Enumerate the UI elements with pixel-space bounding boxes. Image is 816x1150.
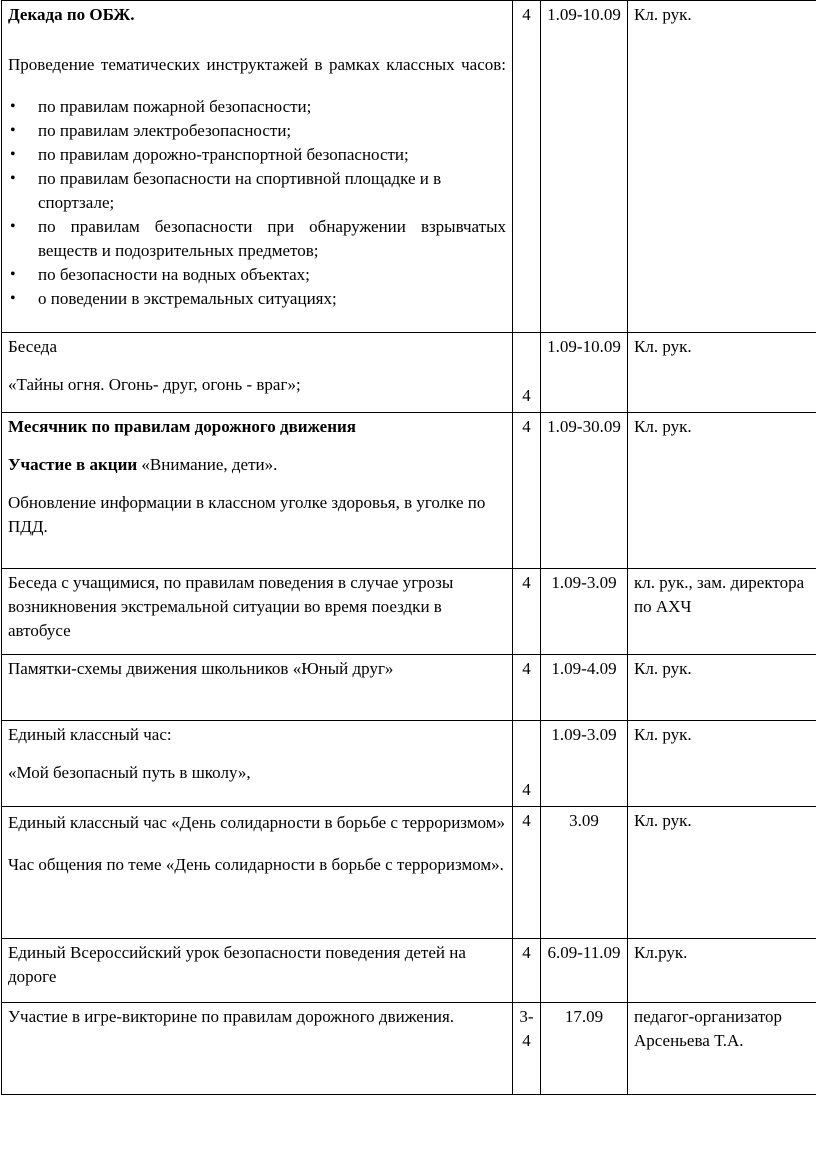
list-item: • по правилам безопасности при обнаружении взрывчатых веществ и подозрительных предметов; (8, 215, 506, 263)
date-cell: 1.09-3.09 (541, 569, 628, 655)
event-cell (2, 1, 513, 333)
event-text: «Тайны огня. Огонь- друг, огонь - враг»; (8, 375, 301, 394)
grade-cell: 4 (513, 413, 541, 569)
grade-cell (513, 333, 541, 413)
list-item: • по правилам электробезопасности; (8, 119, 506, 143)
action-name: «Внимание, дети». (137, 455, 278, 474)
grade-cell (513, 721, 541, 807)
date-cell: 1.09-3.09 (541, 721, 628, 807)
table-row (2, 721, 816, 807)
table-row (2, 413, 816, 569)
table-row (2, 1003, 816, 1095)
grade-value: 4 (522, 780, 531, 799)
list-item: • по безопасности на водных объектах; (8, 263, 506, 287)
responsible-cell: Кл. рук. (628, 721, 816, 807)
date-cell: 1.09-4.09 (541, 655, 628, 721)
instruction-list (8, 95, 506, 311)
event-cell: Памятки-схемы движения школьников «Юный друг» (2, 655, 513, 721)
event-text: Беседа (8, 337, 57, 356)
action-label: Участие в акции (8, 455, 138, 474)
event-cell (2, 413, 513, 569)
event-cell (2, 333, 513, 413)
responsible-cell: Кл. рук. (628, 807, 816, 939)
responsible-cell: Кл. рук. (628, 333, 816, 413)
list-item: • по правилам дорожно-транспортной безопасности; (8, 143, 506, 167)
date-cell: 1.09-10.09 (541, 333, 628, 413)
grade-cell: 4 (513, 807, 541, 939)
list-item: • по правилам безопасности на спортивной площадке и в спортзале; (8, 167, 506, 215)
date-cell: 3.09 (541, 807, 628, 939)
responsible-cell: Кл. рук. (628, 413, 816, 569)
list-item: • о поведении в экстремальных ситуациях; (8, 287, 506, 311)
grade-value: 4 (522, 386, 531, 405)
list-item: • по правилам пожарной безопасности; (8, 95, 506, 119)
responsible-cell: педагог-организатор Арсеньева Т.А. (628, 1003, 816, 1095)
events-table (1, 0, 816, 1095)
event-cell (2, 807, 513, 939)
grade-cell: 4 (513, 655, 541, 721)
grade-cell: 4 (513, 939, 541, 1003)
section-title: Декада по ОБЖ. (8, 5, 135, 24)
event-text: «Мой безопасный путь в школу», (8, 763, 251, 782)
date-cell: 1.09-30.09 (541, 413, 628, 569)
event-text: Обновление информации в классном уголке здоровья, в уголке по ПДД. (8, 493, 486, 536)
event-cell: Беседа с учащимися, по правилам поведения в случае угрозы возникновения экстремальной ситуации во время поездки в автобусе (2, 569, 513, 655)
grade-cell: 3-4 (513, 1003, 541, 1095)
table-row (2, 333, 816, 413)
event-text: Час общения по теме «День солидарности в борьбе с терроризмом». (8, 855, 504, 874)
date-cell: 17.09 (541, 1003, 628, 1095)
event-cell: Участие в игре-викторине по правилам дорожного движения. (2, 1003, 513, 1095)
event-cell (2, 721, 513, 807)
event-intro: Проведение тематических инструктажей в рамках классных часов: (8, 55, 506, 74)
responsible-cell: Кл. рук. (628, 655, 816, 721)
responsible-cell: Кл. рук. (628, 1, 816, 333)
table-row (2, 939, 816, 1003)
responsible-cell: Кл.рук. (628, 939, 816, 1003)
event-text: Единый классный час «День солидарности в борьбе с терроризмом» (8, 813, 505, 832)
date-cell: 1.09-10.09 (541, 1, 628, 333)
date-cell: 6.09-11.09 (541, 939, 628, 1003)
section-title: Месячник по правилам дорожного движения (8, 417, 356, 436)
table-row (2, 1, 816, 333)
table-row (2, 807, 816, 939)
table-row (2, 569, 816, 655)
event-cell: Единый Всероссийский урок безопасности поведения детей на дороге (2, 939, 513, 1003)
responsible-cell: кл. рук., зам. директора по АХЧ (628, 569, 816, 655)
grade-cell: 4 (513, 1, 541, 333)
event-text: Единый классный час: (8, 725, 172, 744)
table-row (2, 655, 816, 721)
event-text (8, 453, 506, 477)
grade-cell: 4 (513, 569, 541, 655)
